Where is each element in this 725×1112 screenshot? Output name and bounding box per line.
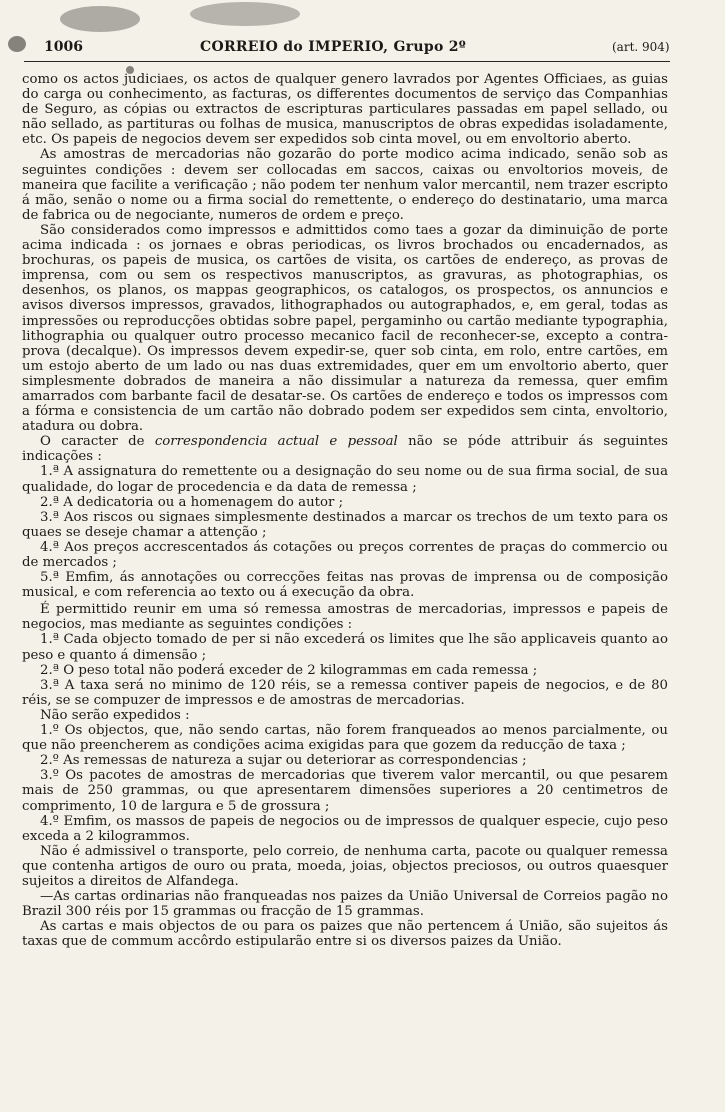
- list-item: 1.º Os objectos, que, não sendo cartas, não forem franqueados ao menos parcialmente, ou que não preencherem as condições acima exigidas para que gozem da reducção de taxa ;: [22, 723, 668, 754]
- paragraph-samples: As amostras de mercadorias não gozarão do porte modico acima indicado, senão sob as seguintes condições : devem ser collocadas em saccos, caixas ou envoltorios moveis, de maneira que facilite a verificação ; não podem ter nenhum valor mercantil, nem trazer escripto á mão, senão o nome ou a firma social do remettente, o endereço do destinatario, uma marca de fabrica ou de negociante, numeros de ordem e preço.: [22, 147, 668, 223]
- character-text-before: O caracter de: [40, 434, 155, 450]
- list-item: 1.ª A assignatura do remettente ou a designação do seu nome ou de sua firma social, de sua qualidade, do logar de procedencia e da data de remessa ;: [22, 464, 668, 495]
- article-body: [22, 72, 668, 949]
- list-item: 4.ª Aos preços accrescentados ás cotações ou preços correntes de praças do commercio ou de mercados ;: [22, 539, 668, 570]
- ink-stain: [8, 36, 26, 52]
- ink-stain: [190, 2, 300, 26]
- paragraph-not-sent: Não serão expedidos :: [40, 707, 190, 723]
- list-item: 2.ª A dedicatoria ou a homenagem do autor ;: [40, 494, 344, 510]
- header-divider: [24, 61, 670, 62]
- list-item: 3.ª A taxa será no minimo de 120 réis, se a remessa contiver papeis de negocios, e de 80 réis, se se compuzer de impressos e de amostras de mercadorias.: [22, 677, 668, 708]
- page-header: [30, 36, 680, 58]
- list-item: 2.ª O peso total não poderá exceder de 2 kilogrammas em cada remessa ;: [40, 662, 538, 678]
- article-reference: (art. 904): [612, 40, 670, 54]
- list-item: 5.ª Emfim, ás annotações ou correcções feitas nas provas de imprensa ou de composição musical, e com referencia ao texto ou á execução da obra.: [22, 570, 668, 601]
- list-item: 1.ª Cada objecto tomado de per si não excederá os limites que lhe são applicaveis quanto ao peso e quanto á dimensão ;: [22, 632, 668, 663]
- ink-stain: [60, 6, 140, 32]
- paragraph-character: [22, 434, 668, 464]
- list-item: 3.º Os pacotes de amostras de mercadorias que tiverem valor mercantil, ou que pesarem mais de 250 grammas, ou que apresentarem dimensões superiores a 20 centimetros de comprimento, 10 de largura e 5 de grossura ;: [22, 768, 668, 814]
- paragraph-unpaid-letters: —As cartas ordinarias não franqueadas nos paizes da União Universal de Correios pagão no Brazil 300 réis por 15 grammas ou fracção de 15 grammas.: [22, 889, 668, 920]
- paragraph-official-documents: como os actos judiciaes, os actos de qualquer genero lavrados por Agentes Officiaes, as guias do carga ou conhecimento, as facturas, os differentes documentos de serviço das Companhias de Seguro, as cópias ou extractos de escripturas particulares passadas em papel sellado, ou não sellado, as partituras ou folhas de musica, manuscriptos de obras expedidas isoladamente, etc. Os papeis de negocios devem ser expedidos sob cinta movel, ou em envoltorio aberto.: [22, 72, 668, 148]
- list-item: 4.º Emfim, os massos de papeis de negocios ou de impressos de qualquer especie, cujo peso exceda a 2 kilogrammos.: [22, 813, 668, 844]
- list-item: 2.º As remessas de natureza a sujar ou deteriorar as correspondencias ;: [40, 753, 527, 769]
- list-item: 3.ª Aos riscos ou signaes simplesmente destinados a marcar os trechos de um texto para os quaes se deseje chamar a attenção ;: [22, 509, 668, 540]
- paragraph-printed-matter: São considerados como impressos e admittidos como taes a gozar da diminuição de porte acima indicada : os jornaes e obras periodicas, os livros brochados ou encadernados, as brochuras, os papeis de musica, os cartões de visita, os cartões de endereço, as provas de imprensa, com ou sem os respectivos manuscriptos, as gravuras, as photographias, os desenhos, os planos, os mappas geographicos, os catalogos, os prospectos, os annuncios e avisos diversos impressos, gravados, lithographados ou autographados, e, em geral, todas as impressões ou reproducções obtidas sobre papel, pergaminho ou cartão mediante typographia, lithographia ou qualquer outro processo mecanico facil de reconhecer-se, excepto a contra-prova (decalque). Os impressos devem expedir-se, quer sob cinta, em rolo, entre cartões, em um estojo aberto de um lado ou nas duas extremidades, quer em um envoltorio aberto, quer simplesmente dobrados de maneira a não dissimular a natureza da remessa, quer emfim amarrados com barbante facil de desatar-se. Os cartões de endereço e todos os impressos com a fórma e consistencia de um cartão não dobrado podem ser expedidos sem cinta, envoltorio, atadura ou dobra.: [22, 222, 668, 435]
- paragraph-reunite: É permittido reunir em uma só remessa amostras de mercadorias, impressos e papeis de negocios, mas mediante as seguintes condições :: [22, 602, 668, 633]
- character-text-italic: correspondencia actual e pessoal: [154, 434, 398, 450]
- paragraph-non-union: As cartas e mais objectos de ou para os paizes que não pertencem á União, são sujeitos ás taxas que de commum accôrdo estipularão entre si os diversos paizes da União.: [22, 919, 668, 950]
- page-number: 1006: [44, 39, 83, 55]
- paragraph-prohibited: Não é admissivel o transporte, pelo correio, de nenhuma carta, pacote ou qualquer remessa que contenha artigos de ouro ou prata, moeda, joias, objectos preciosos, ou outros quaesquer sujeitos a direitos de Alfandega.: [22, 843, 668, 889]
- page-title: CORREIO do IMPERIO, Grupo 2º: [200, 39, 467, 55]
- character-text-after: não se póde attribuir ás seguintes indicações :: [22, 434, 668, 465]
